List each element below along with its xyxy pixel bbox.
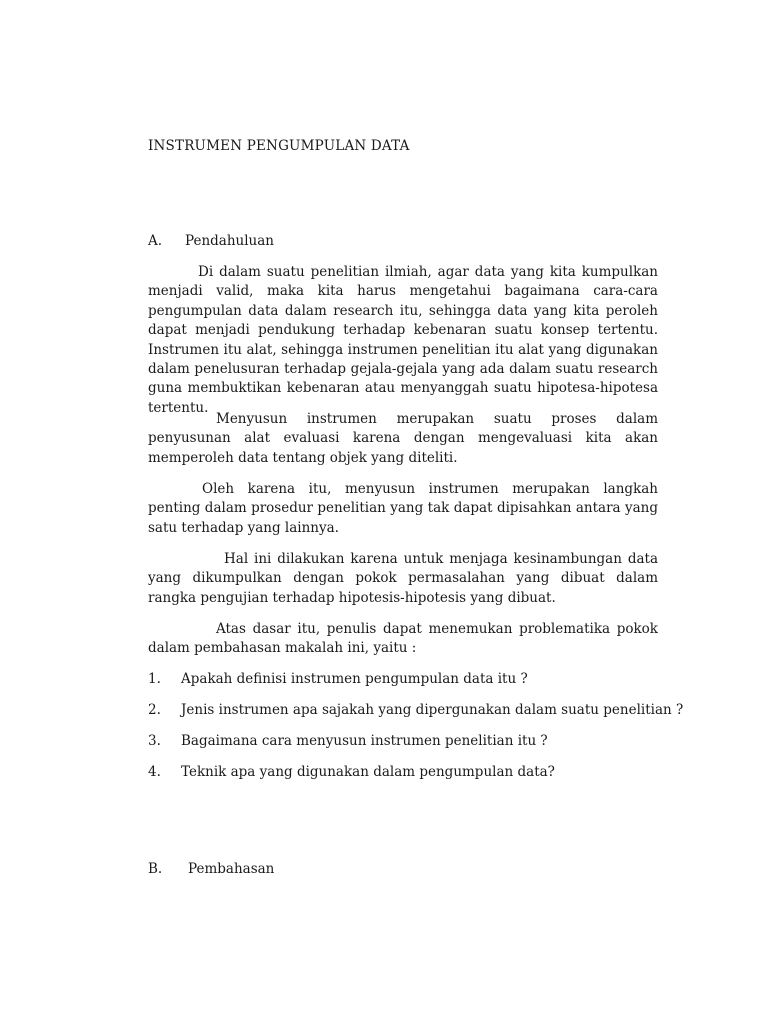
section-a-title: Pendahuluan [185,233,274,249]
question-item-1 [148,670,668,701]
question-item-3 [148,732,668,763]
question-text: Apakah definisi instrumen pengumpulan data itu ? [181,671,528,687]
question-text: Jenis instrumen apa sajakah yang dipergunakan dalam suatu penelitian ? [181,702,684,718]
question-list [148,670,684,794]
paragraph-4: Hal ini dilakukan karena untuk menjaga kesinambungan data yang dikumpulkan dengan pokok permasalahan yang dibuat dalam rangka pengujian terhadap hipotesis-hipotesis yang dibuat. [148,551,658,606]
question-number: 4. [148,764,161,780]
paragraph-3: Oleh karena itu, menyusun instrumen merupakan langkah penting dalam prosedur penelitian yang tak dapat dipisahkan antara yang satu terhadap yang lainnya. [148,481,658,536]
section-b-number: B. [148,861,163,877]
question-number: 2. [148,702,161,718]
paragraph-2: Menyusun instrumen merupakan suatu proses dalam penyusunan alat evaluasi karena dengan mengevaluasi kita akan memperoleh data tentang objek yang diteliti. [148,411,658,466]
question-number: 3. [148,733,161,749]
question-text: Teknik apa yang digunakan dalam pengumpulan data? [181,764,555,780]
question-item-4 [148,763,668,794]
document-title: INSTRUMEN PENGUMPULAN DATA [148,138,410,154]
question-text: Bagaimana cara menyusun instrumen penelitian itu ? [181,733,548,749]
section-a-number: A. [148,233,163,249]
paragraph-1: Di dalam suatu penelitian ilmiah, agar data yang kita kumpulkan menjadi valid, maka kita harus mengetahui bagaimana cara-cara pengumpulan data dalam research itu, sehingga data yang kita peroleh dapat menjadi pendukung terhadap kebenaran suatu konsep tertentu. Instrumen itu alat, sehingga instrumen penelitian itu alat yang digunakan dalam penelusuran terhadap gejala-gejala yang ada dalam suatu research guna membuktikan kebenaran atau menyanggah suatu hipotesa-hipotesa tertentu. [148,264,658,416]
section-b-title: Pembahasan [188,861,275,877]
section-a-heading [148,232,274,250]
question-number: 1. [148,671,161,687]
question-item-2 [148,701,684,732]
paragraph-5: Atas dasar itu, penulis dapat menemukan problematika pokok dalam pembahasan makalah ini, yaitu : [148,621,658,657]
section-b-heading [148,860,274,878]
